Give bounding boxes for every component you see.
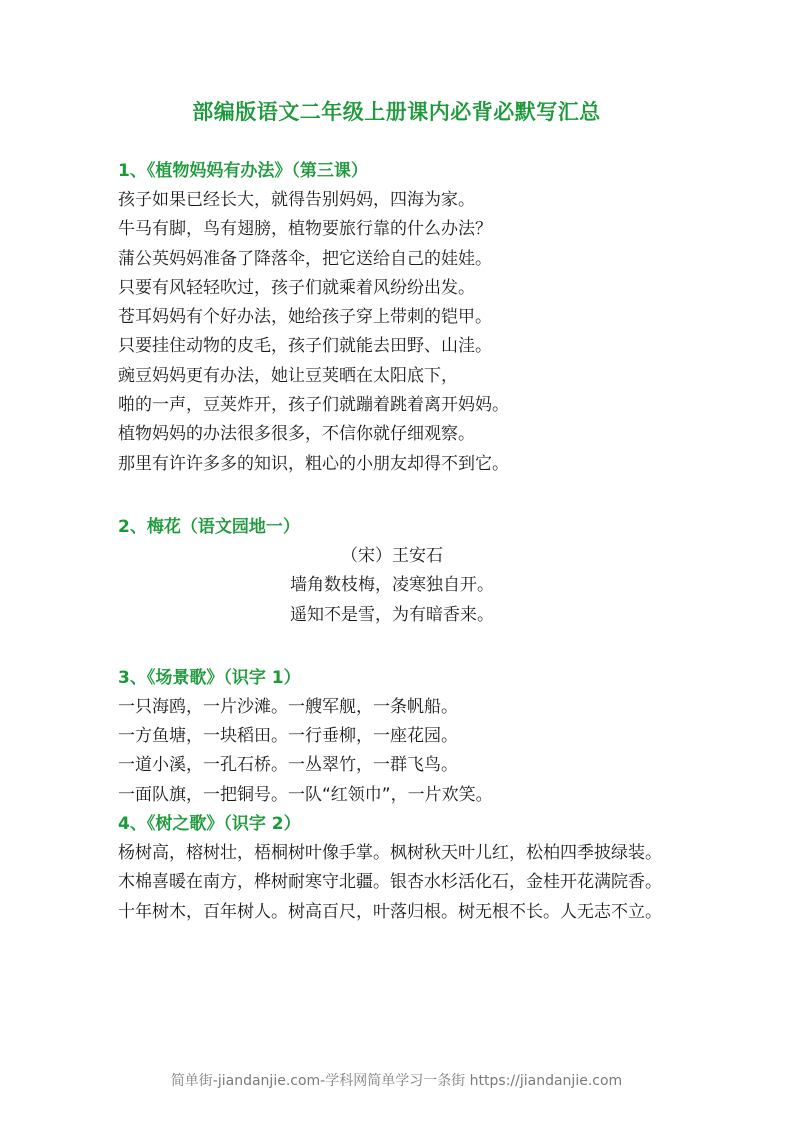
section-2 [118, 513, 683, 630]
text-line: 牛马有脚，鸟有翅膀，植物要旅行靠的什么办法？ [118, 219, 492, 240]
text-line: 豌豆妈妈更有办法，她让豆荚晒在太阳底下， [118, 365, 458, 386]
section-heading: 3、《场景歌》（识字 1） [118, 667, 301, 688]
section-spacer [118, 630, 683, 664]
text-line: 一面队旗，一把铜号。一队“红领巾”，一片欢笑。 [118, 784, 493, 805]
section-heading: 2、梅花（语文园地一） [118, 516, 300, 537]
text-line: 只要挂住动物的皮毛，孩子们就能去田野、山洼。 [118, 336, 492, 357]
text-line: 只要有风轻轻吹过，孩子们就乘着风纷纷出发。 [118, 277, 475, 298]
poem-author: （宋）王安石 [341, 545, 443, 566]
section-4 [118, 810, 683, 927]
text-paragraph: 杨树高，榕树壮，梧桐树叶像手掌。枫树秋天叶儿红，松柏四季披绿装。 [118, 843, 662, 864]
text-line: 一只海鸥，一片沙滩。一艘军舰，一条帆船。 [118, 696, 458, 717]
document-title: 部编版语文二年级上册课内必背必默写汇总 [192, 100, 601, 124]
section-1 [118, 157, 683, 479]
text-line: 苍耳妈妈有个好办法，她给孩子穿上带刺的铠甲。 [118, 307, 492, 328]
text-line: 植物妈妈的办法很多很多，不信你就仔细观察。 [118, 424, 475, 445]
document-body [118, 157, 683, 927]
text-paragraph: 木棉喜暖在南方，桦树耐寒守北疆。银杏水杉活化石，金桂开花满院香。 [118, 872, 662, 893]
section-3 [118, 664, 683, 810]
section-heading: 1、《植物妈妈有办法》（第三课） [118, 161, 368, 181]
text-line: 蒲公英妈妈准备了降落伞，把它送给自己的娃娃。 [118, 248, 492, 269]
text-line: 一道小溪，一孔石桥。一丛翠竹，一群飞鸟。 [118, 755, 458, 776]
text-paragraph: 十年树木，百年树人。树高百尺，叶落归根。树无根不长。人无志不立。 [118, 901, 662, 922]
text-line: 那里有许许多多的知识，粗心的小朋友却得不到它。 [118, 453, 509, 474]
section-spacer [118, 479, 683, 513]
text-line: 啪的一声，豆荚炸开，孩子们就蹦着跳着离开妈妈。 [118, 395, 509, 416]
text-line: 一方鱼塘，一块稻田。一行垂柳，一座花园。 [118, 726, 458, 747]
page-footer: 简单街-jiandanjie.com-学科网简单学习一条街 https://jiandanjie.com [170, 1073, 623, 1089]
section-heading: 4、《树之歌》（识字 2） [118, 814, 301, 835]
text-line: 孩子如果已经长大，就得告别妈妈，四海为家。 [118, 190, 475, 210]
poem-line: 墙角数枝梅，凌寒独自开。 [290, 575, 494, 596]
poem-line: 遥知不是雪，为有暗香来。 [290, 604, 494, 625]
